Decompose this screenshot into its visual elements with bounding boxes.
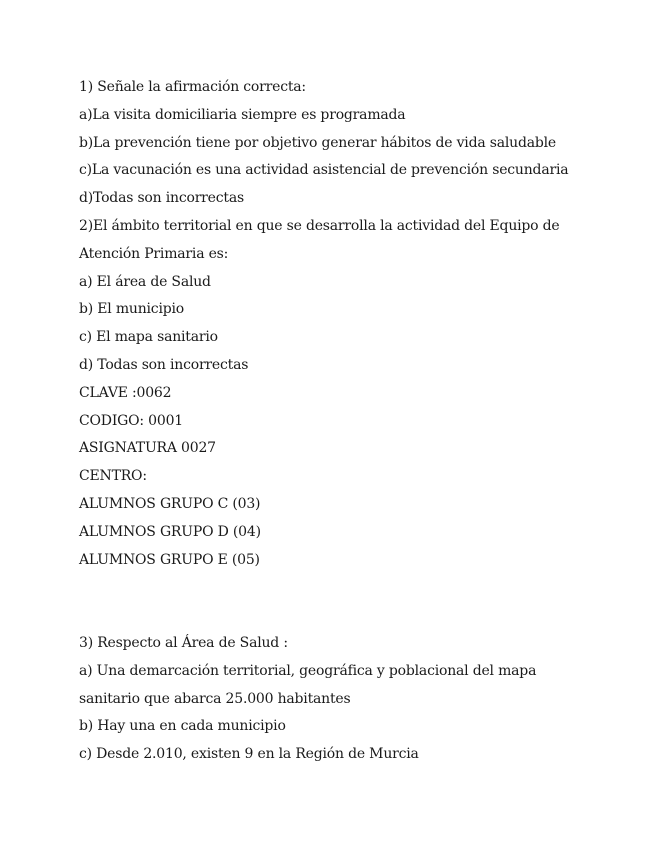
question-2-option-b: b) El municipio	[79, 301, 184, 318]
question-2-option-a: a) El área de Salud	[79, 273, 211, 290]
question-1-prompt: 1) Señale la afirmación correcta:	[79, 79, 306, 95]
asignatura-line: ASIGNATURA 0027	[79, 440, 216, 457]
question-1-option-c: c)La vacunación es una actividad asistencial de prevención secundaria	[79, 162, 569, 179]
question-1-option-b: b)La prevención tiene por objetivo generar hábitos de vida saludable	[79, 134, 556, 151]
question-3-option-b: b) Hay una en cada municipio	[79, 718, 286, 735]
clave-line: CLAVE :0062	[79, 384, 172, 401]
centro-line: CENTRO:	[79, 468, 147, 485]
question-1-option-d: d)Todas son incorrectas	[79, 190, 244, 207]
alumnos-grupo-c-line: ALUMNOS GRUPO C (03)	[79, 495, 261, 512]
question-2-option-c: c) El mapa sanitario	[79, 329, 218, 346]
question-1-option-a: a)La visita domiciliaria siempre es programada	[79, 106, 406, 123]
alumnos-grupo-d-line: ALUMNOS GRUPO D (04)	[79, 523, 261, 540]
document-body	[79, 74, 639, 769]
question-2-option-d: d) Todas son incorrectas	[79, 356, 249, 373]
question-3-prompt: 3) Respecto al Área de Salud :	[79, 634, 288, 651]
question-3-option-c: c) Desde 2.010, existen 9 en la Región de Murcia	[79, 746, 419, 763]
question-2-prompt-line-1: 2)El ámbito territorial en que se desarrolla la actividad del Equipo de	[79, 217, 560, 234]
paragraph-gap	[79, 574, 639, 630]
question-3-option-a-line-2: sanitario que abarca 25.000 habitantes	[79, 690, 351, 707]
question-3-option-a-line-1: a) Una demarcación territorial, geográfica y poblacional del mapa	[79, 662, 537, 679]
codigo-line: CODIGO: 0001	[79, 412, 184, 429]
alumnos-grupo-e-line: ALUMNOS GRUPO E (05)	[79, 551, 260, 568]
question-2-prompt-line-2: Atención Primaria es:	[79, 245, 229, 262]
